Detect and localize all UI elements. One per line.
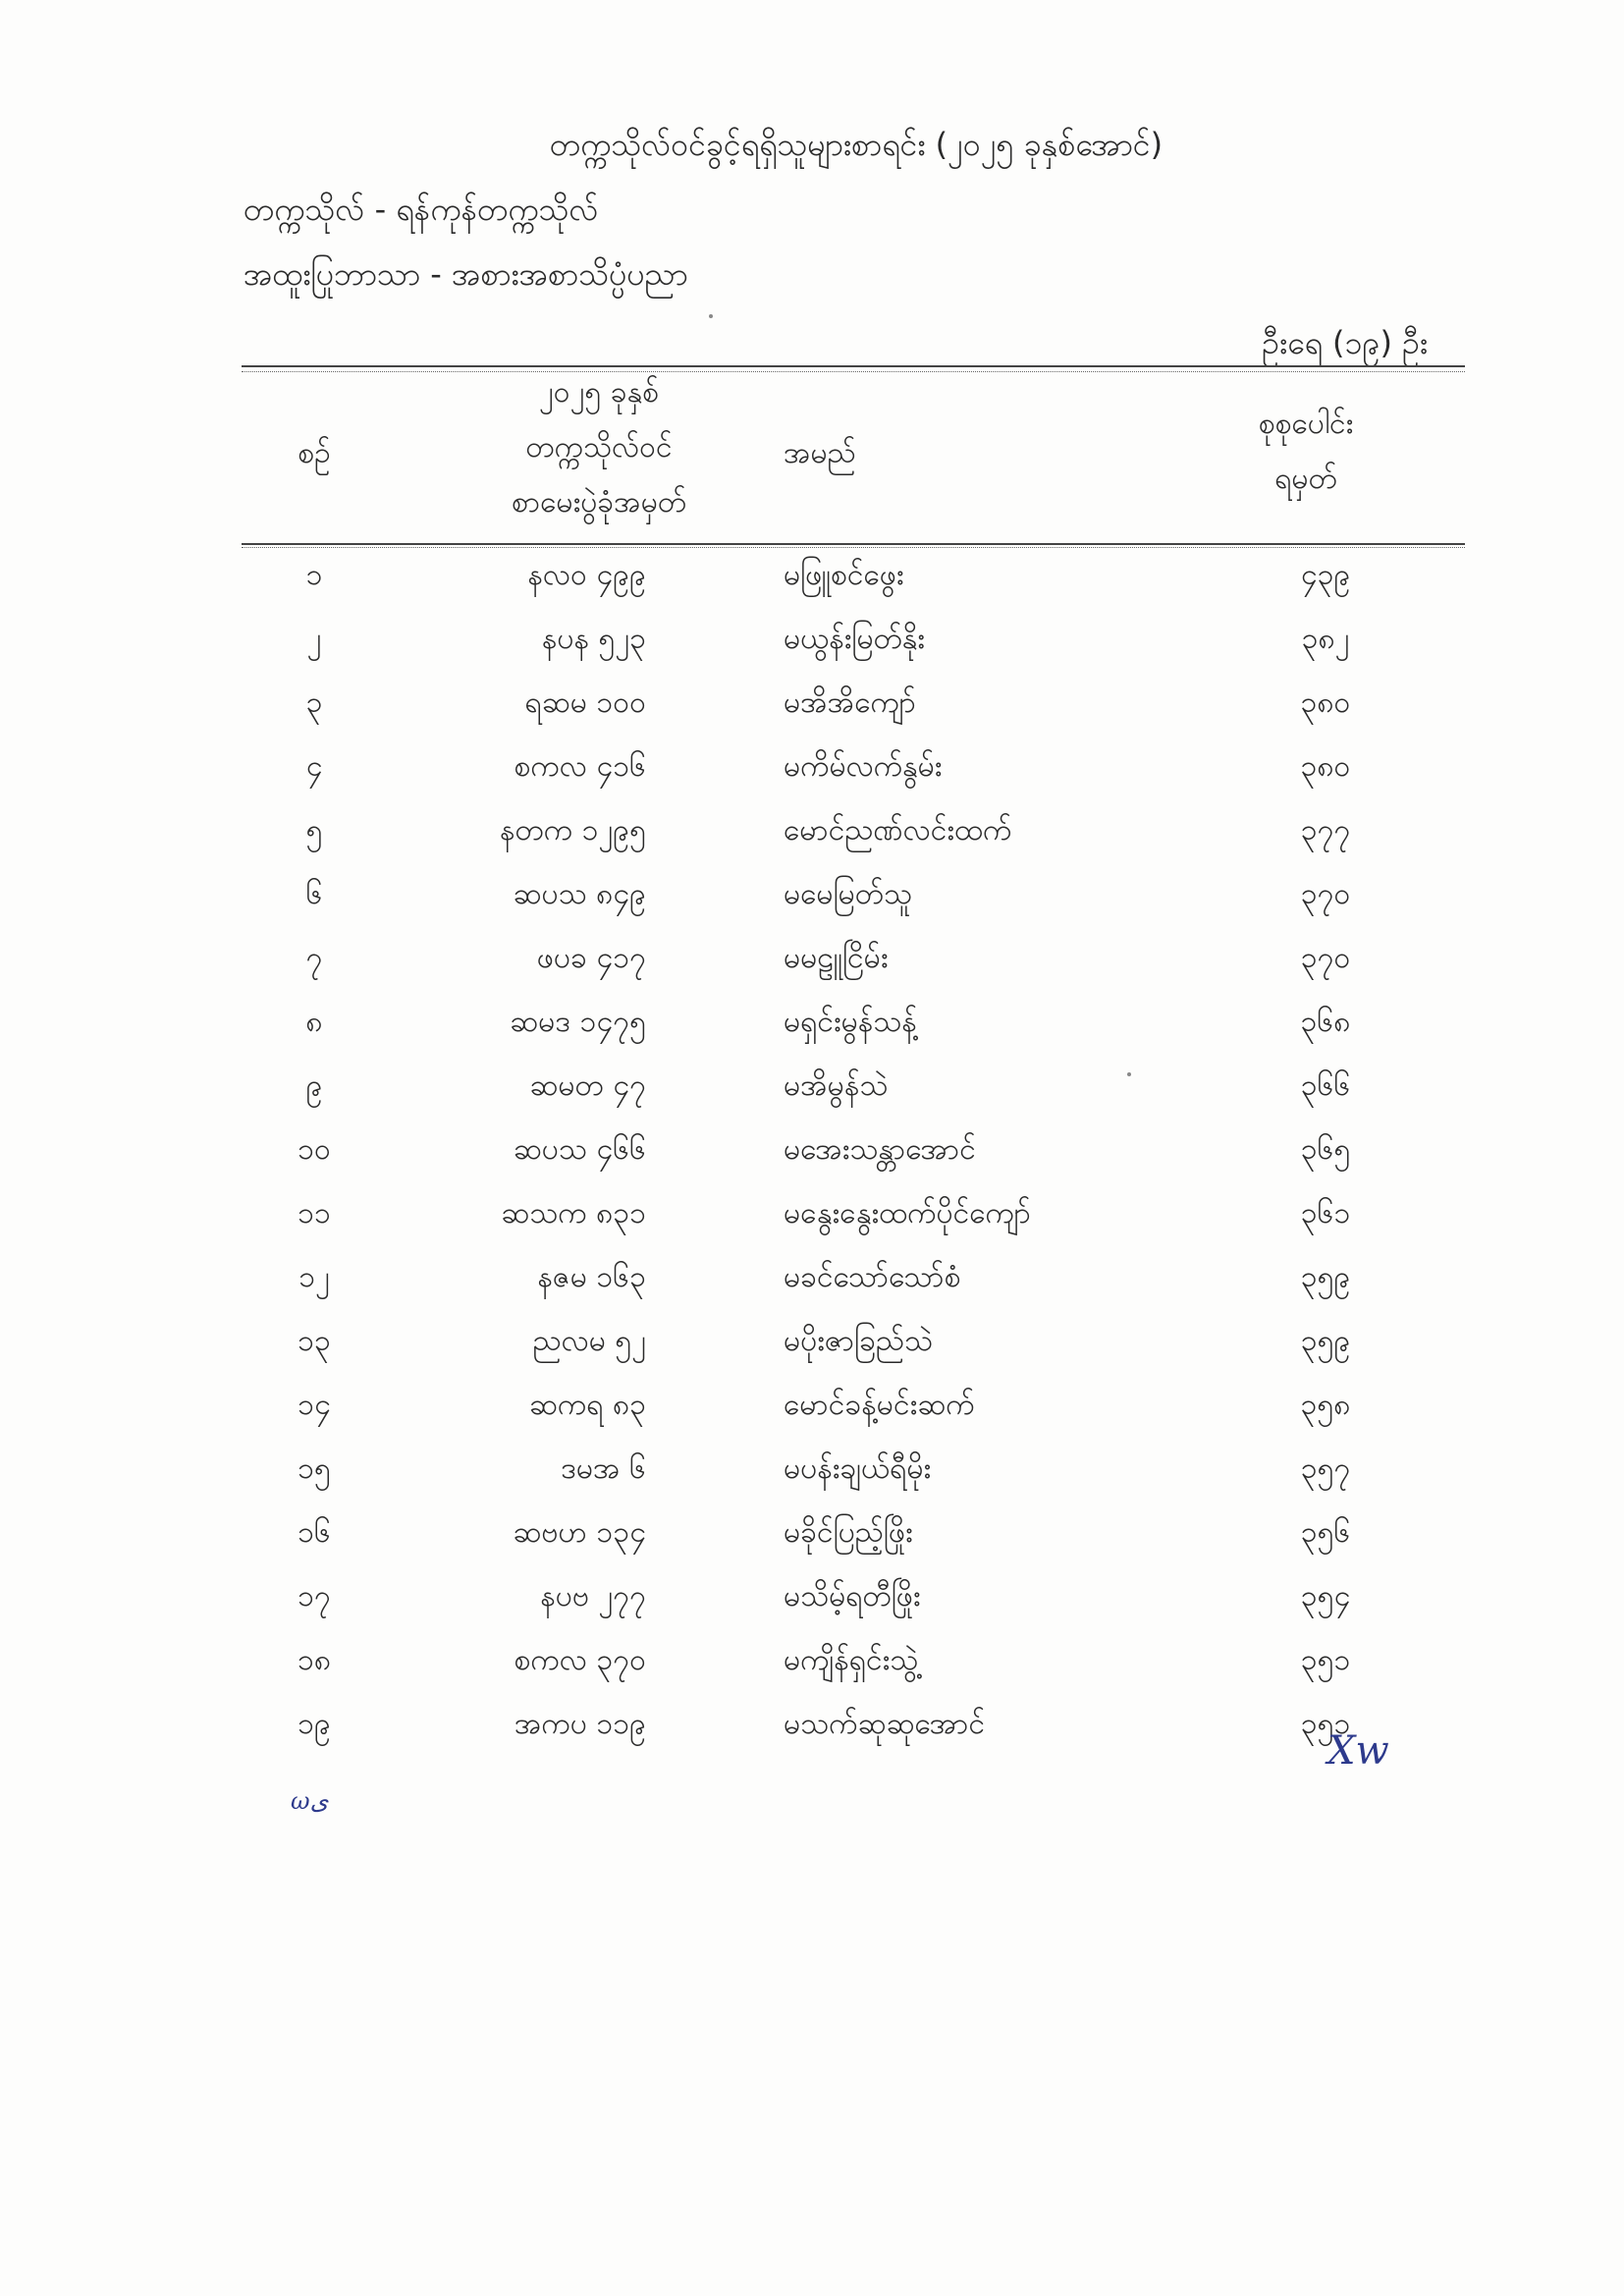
table-top-rule: [242, 365, 1465, 367]
university-line: တက္ကသိုလ် - ရန်ကုန်တက္ကသိုလ်: [244, 191, 599, 228]
row-total-marks: ၃၆၆: [1300, 1068, 1351, 1103]
row-serial-no: ၇: [305, 941, 323, 975]
table-row: [0, 1571, 1624, 1635]
row-serial-no: ၁၁: [298, 1196, 331, 1230]
row-serial-no: ၁၇: [298, 1579, 331, 1613]
row-total-marks: ၃၅၉: [1300, 1324, 1351, 1358]
table-row: [0, 614, 1624, 678]
row-roll-number: ဆသက ၈၃၁: [501, 1196, 646, 1230]
table-row: [0, 869, 1624, 933]
row-name: မပန်းချယ်ရီမိုး: [784, 1451, 932, 1486]
row-serial-no: ၄: [305, 749, 323, 784]
row-roll-number: ဆမတ ၄၇: [529, 1068, 646, 1103]
row-serial-no: ၂: [306, 622, 322, 656]
row-name: မခင်သော်သော်စံ: [784, 1260, 961, 1294]
row-total-marks: ၃၆၁: [1300, 1196, 1351, 1230]
row-name: မောင်ညဏ်လင်းထက်: [784, 813, 1012, 847]
table-row: [0, 678, 1624, 741]
row-total-marks: ၃၇၀: [1300, 877, 1351, 911]
table-row: [0, 1635, 1624, 1699]
row-name: မအိအိကျော်: [784, 685, 916, 720]
row-serial-no: ၁၄: [298, 1388, 331, 1422]
table-top-rule-dotted: [242, 371, 1465, 372]
row-name: မပိုးဇာခြည်သဲ: [784, 1324, 933, 1358]
header-roll-line-1: ၂၀၂၅ ခုနှစ်: [538, 375, 659, 410]
initial-mark: ωى: [291, 1787, 329, 1815]
row-name: မမဠူငြိမ်း: [784, 941, 889, 975]
header-total-marks: [1208, 397, 1404, 507]
row-name: မသိမ့်ရတီဖြိုး: [784, 1579, 921, 1613]
row-roll-number: ဆပသ ၄၆၆: [513, 1132, 646, 1167]
row-serial-no: ၅: [305, 813, 323, 847]
row-roll-number: ဆပသ ၈၄၉: [513, 877, 646, 911]
row-name: မမေမြတ်သူ: [784, 877, 912, 911]
row-serial-no: ၁၅: [298, 1451, 331, 1486]
row-serial-no: ၉: [305, 1068, 323, 1103]
header-bottom-rule-dotted: [242, 547, 1465, 548]
row-total-marks: ၃၅၄: [1300, 1579, 1351, 1613]
row-serial-no: ၁၈: [297, 1643, 331, 1677]
table-row: [0, 1124, 1624, 1188]
row-serial-no: ၁: [305, 558, 323, 592]
row-roll-number: ဆကရ ၈၃: [528, 1388, 646, 1422]
row-roll-number: ဖပခ ၄၁၇: [536, 941, 646, 975]
scan-speck: [1127, 1072, 1131, 1076]
row-roll-number: နလဝ ၄၉၉: [527, 558, 646, 592]
table-row: [0, 1061, 1624, 1124]
header-roll-line-3: စာမေးပွဲခုံအမှတ်: [511, 485, 687, 519]
row-roll-number: နပန ၅၂၃: [541, 622, 646, 656]
header-total-line-2: ရမှတ်: [1274, 462, 1337, 496]
table-row: [0, 550, 1624, 614]
row-roll-number: ဒမအ ၆: [561, 1451, 646, 1486]
header-name: အမည်: [784, 436, 856, 470]
row-name: မယွန်းမြတ်နိုး: [784, 622, 925, 656]
table-row: [0, 1444, 1624, 1507]
row-roll-number: နဇမ ၁၆၃: [537, 1260, 646, 1294]
table-row: [0, 805, 1624, 869]
row-total-marks: ၃၈၀: [1300, 749, 1351, 784]
row-total-marks: ၃၅၁: [1300, 1643, 1351, 1677]
table-row: [0, 1507, 1624, 1571]
row-roll-number: နပဗ ၂၇၇: [540, 1579, 646, 1613]
row-serial-no: ၈: [305, 1005, 323, 1039]
row-total-marks: ၃၇၀: [1300, 941, 1351, 975]
table-row: [0, 1188, 1624, 1252]
row-name: မရှင်းမွန်သန့်: [784, 1005, 917, 1039]
header-serial-no: စဉ်: [298, 436, 331, 470]
row-name: မဖြူစင်ဖွေး: [784, 558, 904, 592]
row-roll-number: နတက ၁၂၉၅: [500, 813, 646, 847]
table-row: [0, 741, 1624, 805]
row-name: မနွေးနွေးထက်ပိုင်ကျော်: [784, 1196, 1031, 1230]
row-name: မအေးသန္တာအောင်: [784, 1132, 976, 1167]
row-name: မကိမ်လက်နွမ်း: [784, 749, 943, 784]
row-total-marks: ၃၇၇: [1300, 813, 1351, 847]
row-roll-number: စကလ ၃၇၀: [514, 1643, 646, 1677]
table-body: [0, 550, 1624, 1763]
row-total-marks: ၃၈၂: [1301, 622, 1350, 656]
table-row: [0, 1252, 1624, 1316]
row-serial-no: ၁၃: [298, 1324, 331, 1358]
header-roll-line-2: တက္ကသိုလ်ဝင်: [525, 430, 673, 465]
table-row: [0, 997, 1624, 1061]
row-name: မအိမွန်သဲ: [784, 1068, 889, 1103]
row-roll-number: ဆဗဟ ၁၃၄: [513, 1515, 646, 1550]
row-total-marks: ၃၅၆: [1300, 1515, 1351, 1550]
row-roll-number: အကပ ၁၁၉: [514, 1707, 646, 1741]
row-serial-no: ၁၂: [298, 1260, 330, 1294]
row-total-marks: ၃၅၈: [1300, 1388, 1351, 1422]
row-name: မသက်ဆုဆုအောင်: [784, 1707, 986, 1741]
specialization-line: အထူးပြုဘာသာ - အစားအစာသိပ္ပံပညာ: [244, 255, 688, 293]
document-title: တက္ကသိုလ်ဝင်ခွင့်ရရှိသူများစာရင်း (၂၀၂၅ ခုနှစ်အောင်): [549, 126, 1164, 163]
row-roll-number: ညလမ ၅၂: [532, 1324, 646, 1358]
row-roll-number: ရဆမ ၁၀၀: [524, 685, 646, 720]
header-bottom-rule: [242, 543, 1465, 545]
row-name: မောင်ခန့်မင်းဆက်: [784, 1388, 975, 1422]
row-total-marks: ၄၃၉: [1300, 558, 1351, 592]
row-name: မခိုင်ပြည့်ဖြိုး: [784, 1515, 913, 1550]
row-total-marks: ၃၅၁: [1300, 1707, 1351, 1741]
row-total-marks: ၃၅၉: [1300, 1260, 1351, 1294]
row-total-marks: ၃၆၅: [1300, 1132, 1351, 1167]
row-roll-number: စကလ ၄၁၆: [514, 749, 646, 784]
student-count: ဦးရေ (၁၉) ဦး: [1262, 324, 1428, 361]
row-total-marks: ၃၅၇: [1300, 1451, 1351, 1486]
row-serial-no: ၆: [305, 877, 323, 911]
row-serial-no: ၃: [305, 685, 323, 720]
header-roll-number: [432, 365, 766, 530]
row-total-marks: ၃၈၀: [1300, 685, 1351, 720]
scan-speck: [709, 314, 713, 318]
row-name: မကျိန်ရှင်းသွဲ့: [784, 1643, 919, 1677]
header-total-line-1: စုစုပေါင်း: [1258, 407, 1354, 441]
signature-mark: Xw: [1327, 1728, 1389, 1774]
row-serial-no: ၁၉: [298, 1707, 331, 1741]
table-row: [0, 1316, 1624, 1380]
row-total-marks: ၃၆၈: [1300, 1005, 1351, 1039]
table-row: [0, 933, 1624, 997]
row-serial-no: ၁၀: [298, 1132, 331, 1167]
table-row: [0, 1380, 1624, 1444]
row-serial-no: ၁၆: [298, 1515, 331, 1550]
row-roll-number: ဆမဒ ၁၄၇၅: [510, 1005, 646, 1039]
